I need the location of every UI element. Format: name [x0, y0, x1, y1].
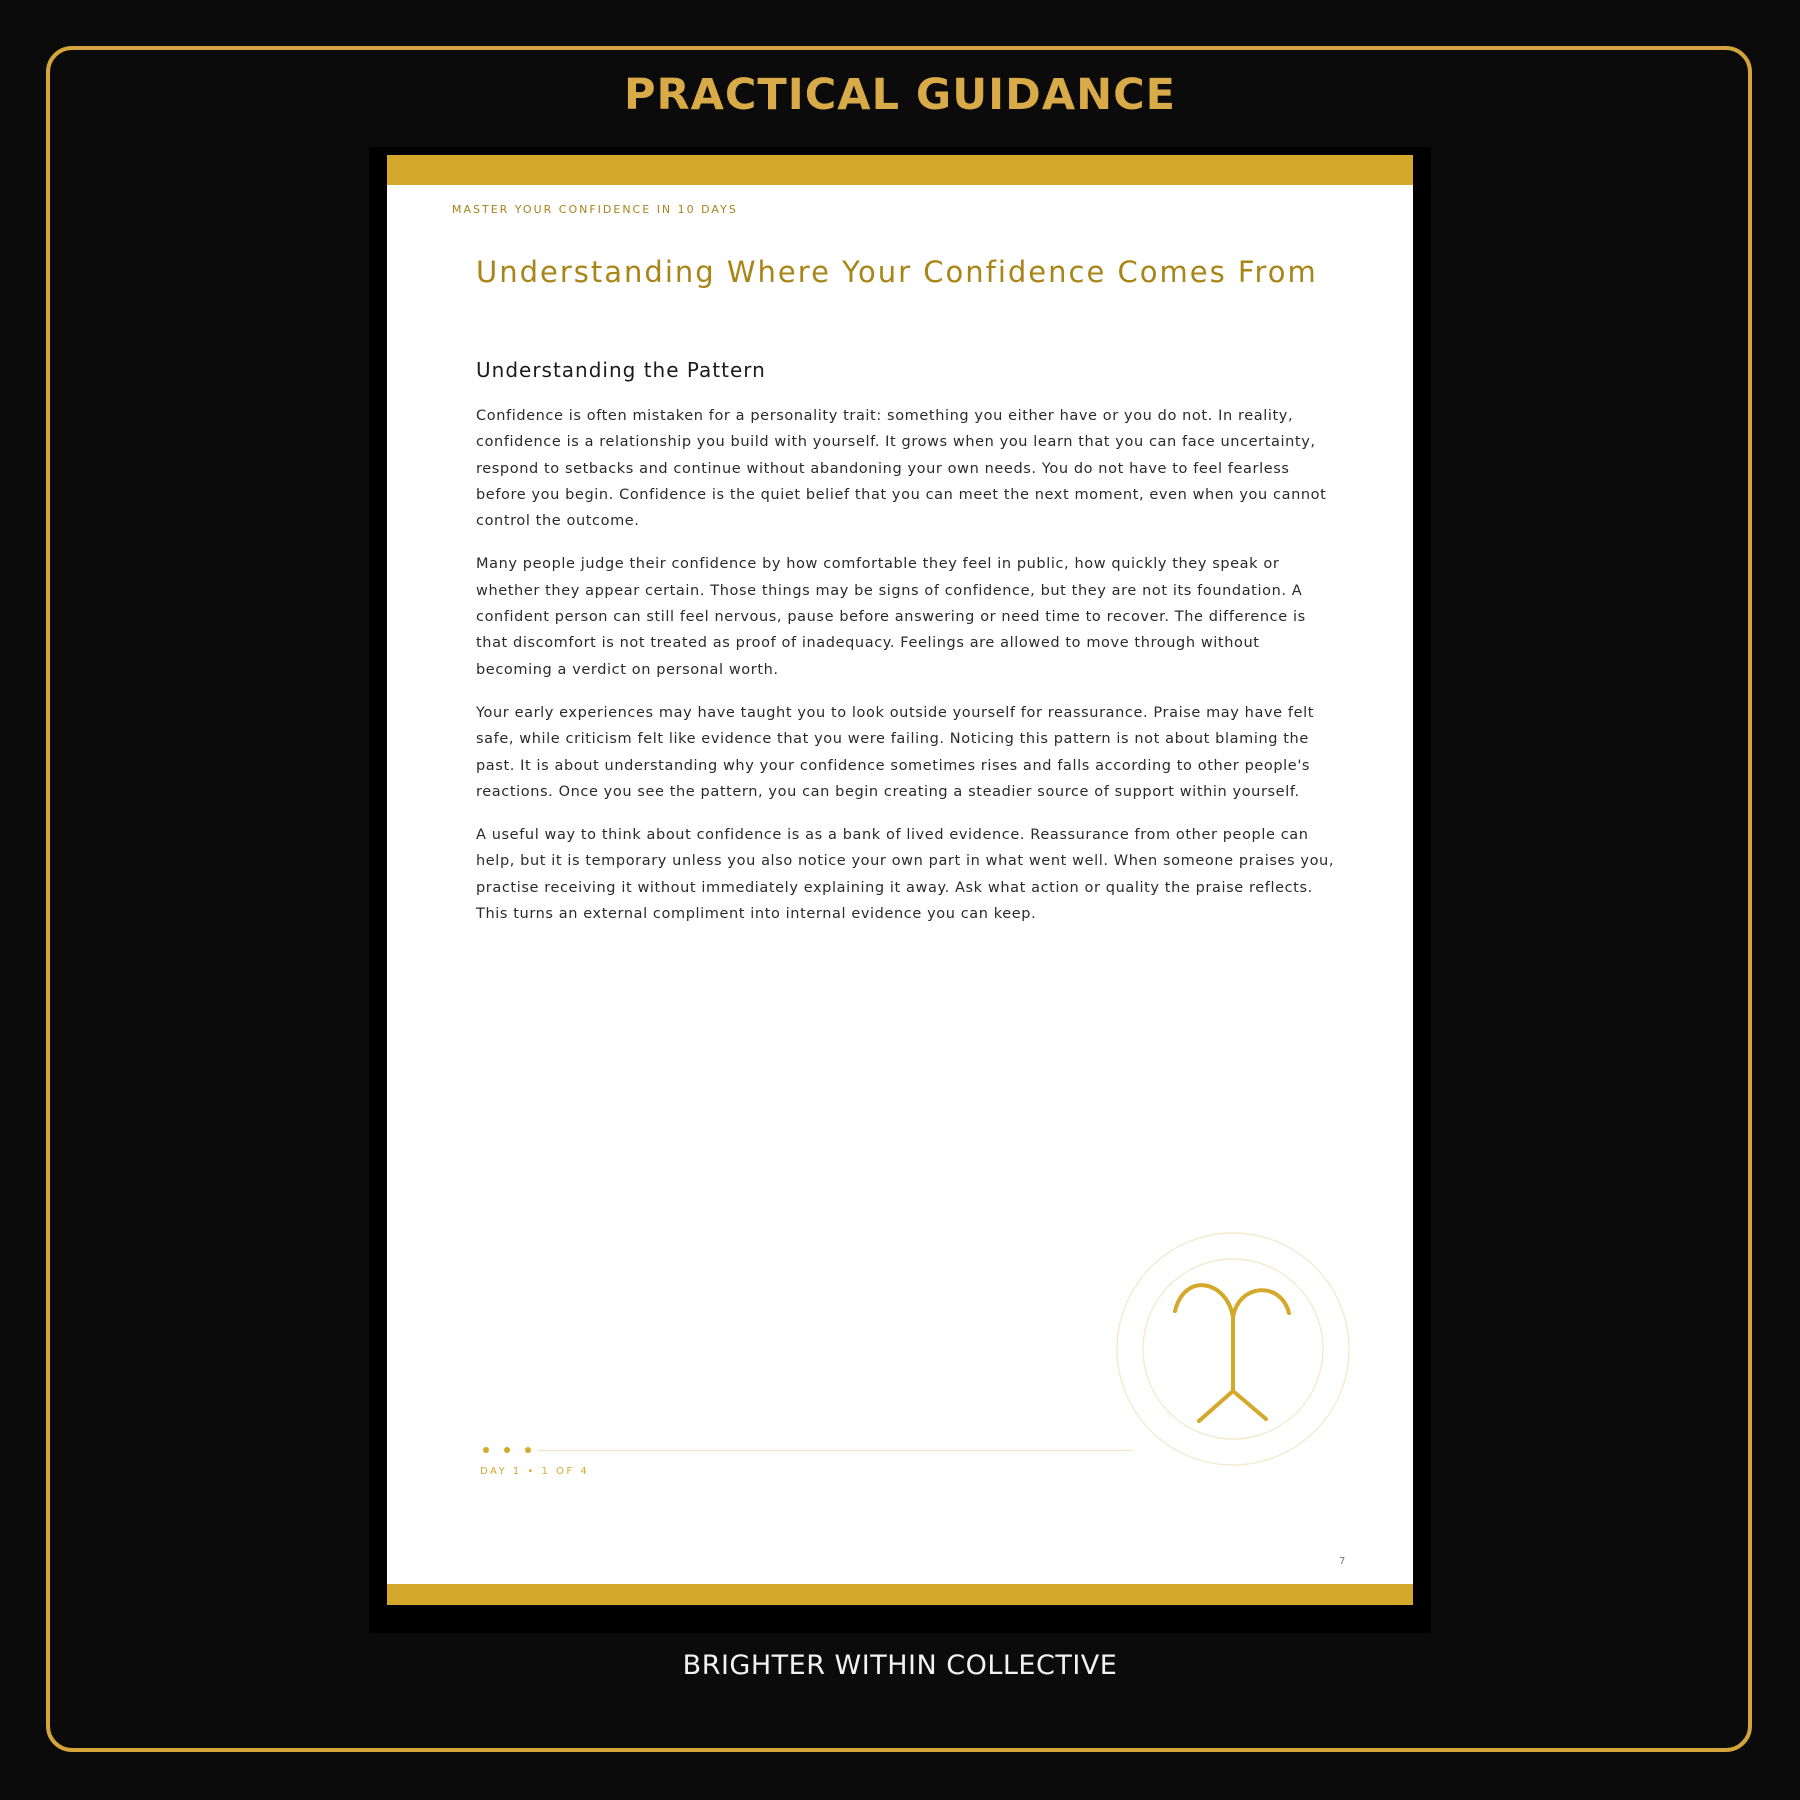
running-head: MASTER YOUR CONFIDENCE IN 10 DAYS — [452, 203, 738, 216]
body-paragraph: Your early experiences may have taught you to look outside yourself for reassurance. Praise may have felt safe, while criticism felt like evidence that you were failing. Noticing this pattern is not about blaming the past. It is about understanding why your confidence sometimes rises and falls according to other people's reactions. Once you see the pattern, you can begin creating a steadier source of support within yourself. — [476, 704, 1315, 800]
footer-dotted-rule — [483, 1445, 1133, 1455]
page-top-band — [387, 155, 1413, 185]
body-paragraph: A useful way to think about confidence is as a bank of lived evidence. Reassurance from other people can help, but it is temporary unless you also notice your own part in what went well. When someone praises you, practise receiving it without immediately explaining it away. Ask what action or quality the praise reflects. This turns an external compliment into internal evidence you can keep. — [476, 827, 1335, 923]
page-bottom-band — [387, 1584, 1413, 1605]
page-number: 7 — [1339, 1556, 1346, 1567]
footer-brand: BRIGHTER WITHIN COLLECTIVE — [682, 1650, 1118, 1681]
person-figure-icon — [1115, 1231, 1351, 1467]
body-paragraph: Confidence is often mistaken for a personality trait: something you either have or you do not. In reality, confidence is a relationship you build with yourself. It grows when you learn that you can face uncertainty, respond to setbacks and continue without abandoning your own needs. You do not have to feel fearless before you begin. Confidence is the quiet belief that you can meet the next moment, even when you cannot control the outcome. — [476, 408, 1327, 530]
document-page — [387, 155, 1413, 1605]
frame-title: PRACTICAL GUIDANCE — [623, 70, 1177, 120]
body-paragraph: Many people judge their confidence by how comfortable they feel in public, how quickly they speak or whether they appear certain. Those things may be signs of confidence, but they are not its foundation. A confident person can still feel nervous, pause before answering or need time to recover. The difference is that discomfort is not treated as proof of inadequacy. Feelings are allowed to move through without becoming a verdict on personal worth. — [476, 556, 1306, 678]
body-text — [476, 403, 1336, 944]
chapter-title: Understanding Where Your Confidence Comes From — [476, 255, 1318, 289]
day-label: DAY 1 • 1 OF 4 — [480, 1466, 590, 1477]
section-heading: Understanding the Pattern — [476, 358, 766, 382]
